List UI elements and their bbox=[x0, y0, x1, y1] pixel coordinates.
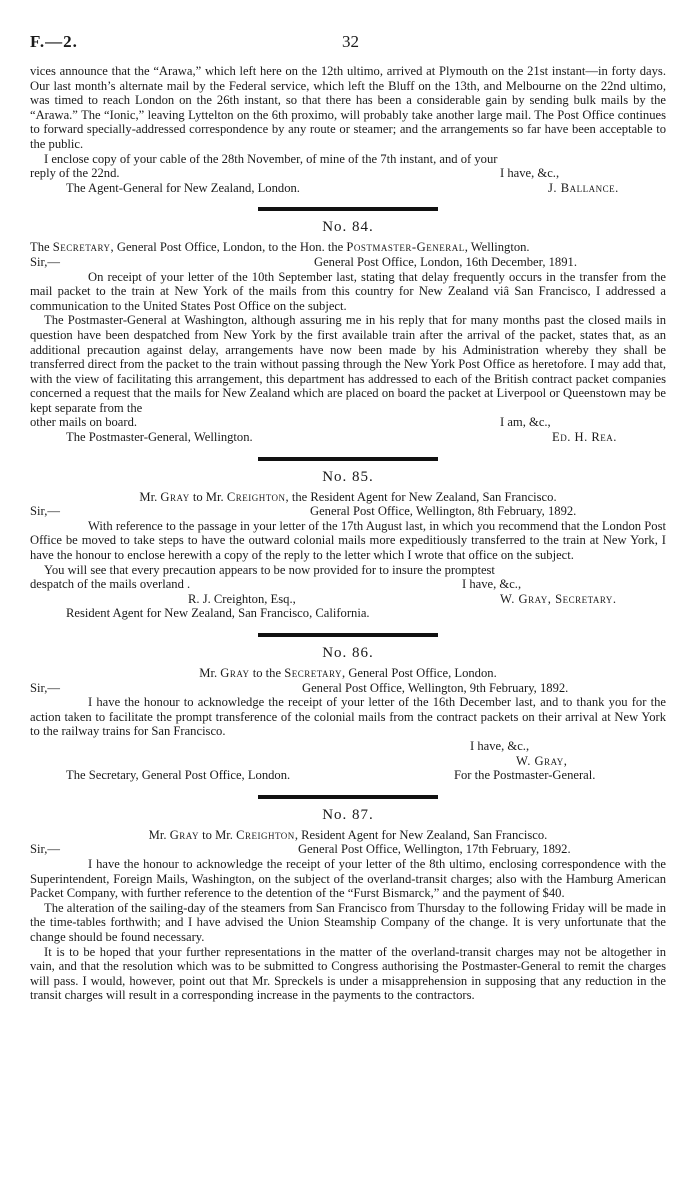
letter-paragraph: I have the honour to acknowledge the receipt of your letter of the 16th December last, and to thank you for the action taken to facilitate the prompt transference of the colonial mails from the contract packets on their arrival at New York to the railway trains for San Francisco. bbox=[30, 695, 666, 739]
section-divider bbox=[258, 795, 438, 799]
salutation: Sir,— bbox=[30, 842, 60, 857]
intro-closing: I have, &c., bbox=[500, 166, 560, 181]
intro-addressee: The Agent-General for New Zealand, London. bbox=[66, 180, 300, 195]
salutation-line bbox=[30, 842, 666, 857]
letter-paragraph-2b: despatch of the mails overland . bbox=[30, 577, 191, 592]
letter-paragraph: The Postmaster-General at Washington, although assuring me in his reply that for many months past the closed mails in question have been despatched from New York by the first available train after the arrival of the packet, states that, as an additional precaution against delay, arrangements have now been made by his Administration whereby they shall be transferred direct from the packet to the train without passing through the New York Post Office as heretofore. I may add that, with the view of facilitating this arrangement, this department has addressed to each of the British contract packet companies concerned a request that the mails for New Zealand which are placed on board the packet at Liverpool or Queenstown may be kept separate from the bbox=[30, 313, 666, 415]
signature: W. Gray, Secretary. bbox=[500, 591, 617, 606]
signoff-line bbox=[30, 768, 666, 783]
dateline: General Post Office, Wellington, 9th February, 1892. bbox=[302, 680, 569, 695]
addressee: The Postmaster-General, Wellington. bbox=[66, 430, 253, 445]
letter-heading bbox=[30, 240, 666, 255]
section-divider bbox=[258, 457, 438, 461]
closing-line bbox=[30, 577, 666, 592]
heading-part: to Mr. bbox=[192, 489, 224, 504]
closing: I have, &c., bbox=[462, 577, 522, 592]
letter-heading bbox=[30, 490, 666, 505]
intro-paragraph-2-line bbox=[30, 152, 666, 167]
closing: I have, &c., bbox=[470, 738, 530, 753]
intro-paragraph-2a: I enclose copy of your cable of the 28th November, of mine of the 7th instant, and of your bbox=[44, 151, 498, 166]
intro-signoff-line bbox=[30, 181, 666, 196]
closing-line bbox=[30, 739, 666, 754]
salutation-line bbox=[30, 255, 666, 270]
heading-part: , Wellington. bbox=[464, 240, 530, 255]
signoff-line bbox=[30, 430, 666, 445]
heading-to: Secretary bbox=[284, 666, 343, 680]
recipient: R. J. Creighton, Esq., bbox=[188, 591, 296, 606]
signature: Ed. H. Rea. bbox=[552, 430, 617, 445]
salutation: Sir,— bbox=[30, 254, 60, 269]
heading-part: The bbox=[30, 240, 50, 255]
intro-paragraph-2b: reply of the 22nd. bbox=[30, 166, 120, 181]
letter-paragraph: It is to be hoped that your further representations in the matter of the overland-transit charges may not be altogether in vain, and that the resolution which was to be submitted to Congress authorising the Postmaster-General to remit the charges will pass. I would, however, point out that Mr. Spreckels is under a misapprehension in supposing that any reduction in the transit charges will result in a corresponding increase in the payments to the contractors. bbox=[30, 944, 666, 1003]
heading-part: Mr. bbox=[139, 489, 158, 504]
signature-role: For the Postmaster-General. bbox=[454, 768, 596, 783]
letter-number: No. 87. bbox=[322, 806, 374, 823]
closing: I am, &c., bbox=[500, 415, 551, 430]
closing-line bbox=[30, 415, 666, 430]
heading-part: , Resident Agent for New Zealand, San Francisco. bbox=[294, 827, 548, 842]
recipient-line bbox=[30, 592, 666, 607]
salutation: Sir,— bbox=[30, 504, 60, 519]
addressee: Resident Agent for New Zealand, San Francisco, California. bbox=[66, 606, 370, 621]
letter-paragraph-2-line bbox=[30, 563, 666, 578]
salutation-line bbox=[30, 504, 666, 519]
intro-closing-line bbox=[30, 166, 666, 181]
heading-to: Creighton bbox=[226, 489, 286, 504]
heading-part: , General Post Office, London, to the Hon. the bbox=[110, 240, 344, 255]
letter-number: No. 85. bbox=[322, 468, 374, 485]
letter-paragraph: On receipt of your letter of the 10th September last, stating that delay frequently occurs in the transfer from the mail packet to the train at New York of the mails from this country for New Zealand viâ San Francisco, I addressed a communication to the United States Post Office on the subject. bbox=[30, 269, 666, 313]
heading-part: to Mr. bbox=[202, 827, 233, 842]
letter-paragraph-2a: You will see that every precaution appears to be now provided for to insure the promptest bbox=[44, 562, 495, 577]
dateline: General Post Office, Wellington, 17th February, 1892. bbox=[298, 842, 571, 857]
signature-line bbox=[30, 754, 666, 769]
dateline: General Post Office, London, 16th December, 1891. bbox=[314, 254, 577, 269]
signature: W. Gray, bbox=[516, 753, 568, 768]
heading-to: Creighton bbox=[236, 827, 295, 842]
heading-part: , the Resident Agent for New Zealand, San Francisco. bbox=[285, 489, 557, 504]
heading-from: Gray bbox=[220, 666, 250, 680]
heading-to: Postmaster-General bbox=[346, 240, 465, 255]
letter-heading bbox=[30, 666, 666, 681]
letter-heading bbox=[30, 828, 666, 843]
heading-part: to the bbox=[252, 666, 282, 680]
intro-paragraph: vices announce that the “Arawa,” which left here on the 12th ultimo, arrived at Plymouth on the 21st instant—in forty days. Our last month’s alternate mail by the Federal service, which left the Bluff on the 13th, and Melbourne on the 22nd ultimo, was timed to reach London on the 26th instant, so that there has been a considerable gain by sending bulk mails by the “Arawa.” The “Ionic,” leaving Lyttelton on the 6th proximo, will probably take another large mail. The Post Office continues to forward specially-addressed correspondence by any route or steamer; and the arrangements so far have been acceptable to the public. bbox=[30, 64, 666, 151]
heading-from: Secretary bbox=[52, 240, 111, 255]
letter-number: No. 86. bbox=[322, 645, 374, 661]
letter-number: No. 84. bbox=[322, 219, 374, 236]
addressee-line bbox=[30, 606, 666, 621]
heading-part: Mr. bbox=[199, 666, 218, 680]
salutation: Sir,— bbox=[30, 680, 60, 695]
letter-paragraph: With reference to the passage in your letter of the 17th August last, in which you recommend that the London Post Office be moved to take steps to have the outward colonial mails more expeditiously transferred to the train at New York, I have the honour to enclose herewith a copy of the reply to the letter which I wrote that office on the subject. bbox=[30, 518, 666, 563]
heading-part: Mr. bbox=[148, 827, 167, 842]
letter-paragraph-end: other mails on board. bbox=[30, 415, 138, 430]
letter-paragraph: The alteration of the sailing-day of the steamers from San Francisco from Thursday to the following Friday will be made in the time-tables forthwith; and I have advised the Union Steamship Company of the change. It is very unfortunate that the change should be found necessary. bbox=[30, 900, 666, 944]
page-header bbox=[30, 32, 670, 54]
page-number: 32 bbox=[342, 32, 359, 51]
addressee: The Secretary, General Post Office, London. bbox=[66, 768, 291, 783]
document-reference: F.—2. bbox=[30, 32, 78, 51]
heading-from: Gray bbox=[160, 489, 190, 504]
intro-signature: J. Ballance. bbox=[548, 180, 619, 195]
document-body bbox=[30, 64, 666, 1003]
section-divider bbox=[258, 207, 438, 211]
dateline: General Post Office, Wellington, 8th February, 1892. bbox=[310, 504, 577, 519]
heading-from: Gray bbox=[169, 827, 199, 842]
letter-paragraph: I have the honour to acknowledge the receipt of your letter of the 8th ultimo, enclosing correspondence with the Superintendent, Foreign Mails, Washington, on the subject of the overland-transit charges; also with the Hamburg American Packet Company, with further reference to the detention of the “Furst Bismarck,” and the payment of $40. bbox=[30, 856, 666, 901]
heading-part: , General Post Office, London. bbox=[342, 666, 497, 680]
salutation-line bbox=[30, 681, 666, 696]
section-divider bbox=[258, 633, 438, 637]
